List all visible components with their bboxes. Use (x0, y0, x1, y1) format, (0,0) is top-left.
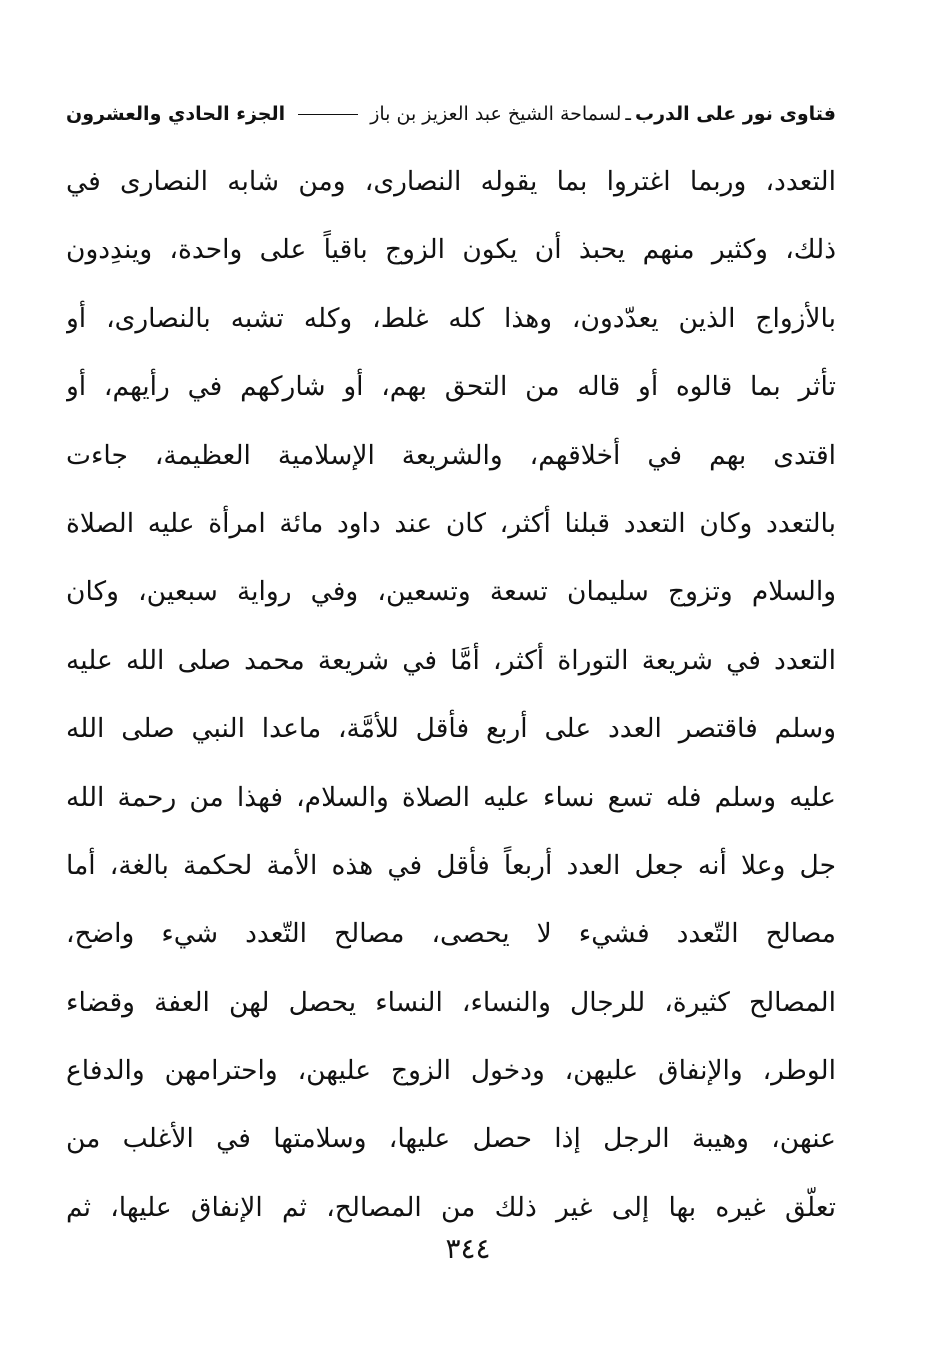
text-line: وسلم فاقتصر العدد على أربع فأقل للأمَّة، ماعدا النبي صلى الله (66, 713, 836, 745)
text-line: مصالح التّعدد فشيء لا يحصى، مصالح التّعدد شيء واضح، (66, 918, 836, 950)
text-line: اقتدى بهم في أخلاقهم، والشريعة الإسلامية العظيمة، جاءت (66, 439, 836, 471)
header-title-group (370, 103, 836, 125)
text-line: عليه وسلم فله تسع نساء عليه الصلاة والسلام، فهذا من رحمة الله (66, 781, 836, 813)
volume-label: الجزء الحادي والعشرون (66, 103, 286, 125)
text-line: المصالح كثيرة، للرجال والنساء، النساء يحصل لهن العفة وقضاء (66, 986, 836, 1018)
author-name: لسماحة الشيخ عبد العزيز بن باز (370, 103, 622, 125)
text-line: التعدد في شريعة التوراة أكثر، أمَّا في شريعة محمد صلى الله عليه (66, 644, 836, 676)
text-line: تأثر بما قالوه أو قاله من التحق بهم، أو شاركهم في رأيهم، أو (66, 371, 836, 403)
text-line: بالأزواج الذين يعدّدون، وهذا كله غلط، وكله تشبه بالنصارى، أو (66, 302, 836, 334)
text-line: تعلّق غيره بها إلى غير ذلك من المصالح، ثم الإنفاق عليها، ثم (66, 1191, 836, 1223)
text-line: التعدد، وربما اغتروا بما يقوله النصارى، ومن شابه النصارى في (66, 166, 836, 197)
text-line: والسلام وتزوج سليمان تسعة وتسعين، وفي رواية سبعين، وكان (66, 576, 836, 608)
text-line: ذلك، وكثير منهم يحبذ أن يكون الزوج باقياً على واحدة، ويندِدون (66, 234, 836, 266)
text-line: بالتعدد وكان التعدد قبلنا أكثر، كان عند داود مائة امرأة عليه الصلاة (66, 507, 836, 539)
header-rule (298, 114, 358, 115)
body-text (66, 148, 836, 1242)
text-line: جل وعلا أنه جعل العدد أربعاً فأقل في هذه الأمة لحكمة بالغة، أما (66, 849, 836, 881)
text-line: الوطر، والإنفاق عليهن، ودخول الزوج عليهن، واحترامهن والدفاع (66, 1055, 836, 1087)
book-title: فتاوى نور على الدرب (635, 103, 836, 125)
page-number: ٣٤٤ (445, 1232, 491, 1265)
running-header (66, 96, 836, 132)
header-separator: ـ (625, 103, 631, 125)
text-line: عنهن، وهيبة الرجل إذا حصل عليها، وسلامتها في الأغلب من (66, 1123, 836, 1155)
